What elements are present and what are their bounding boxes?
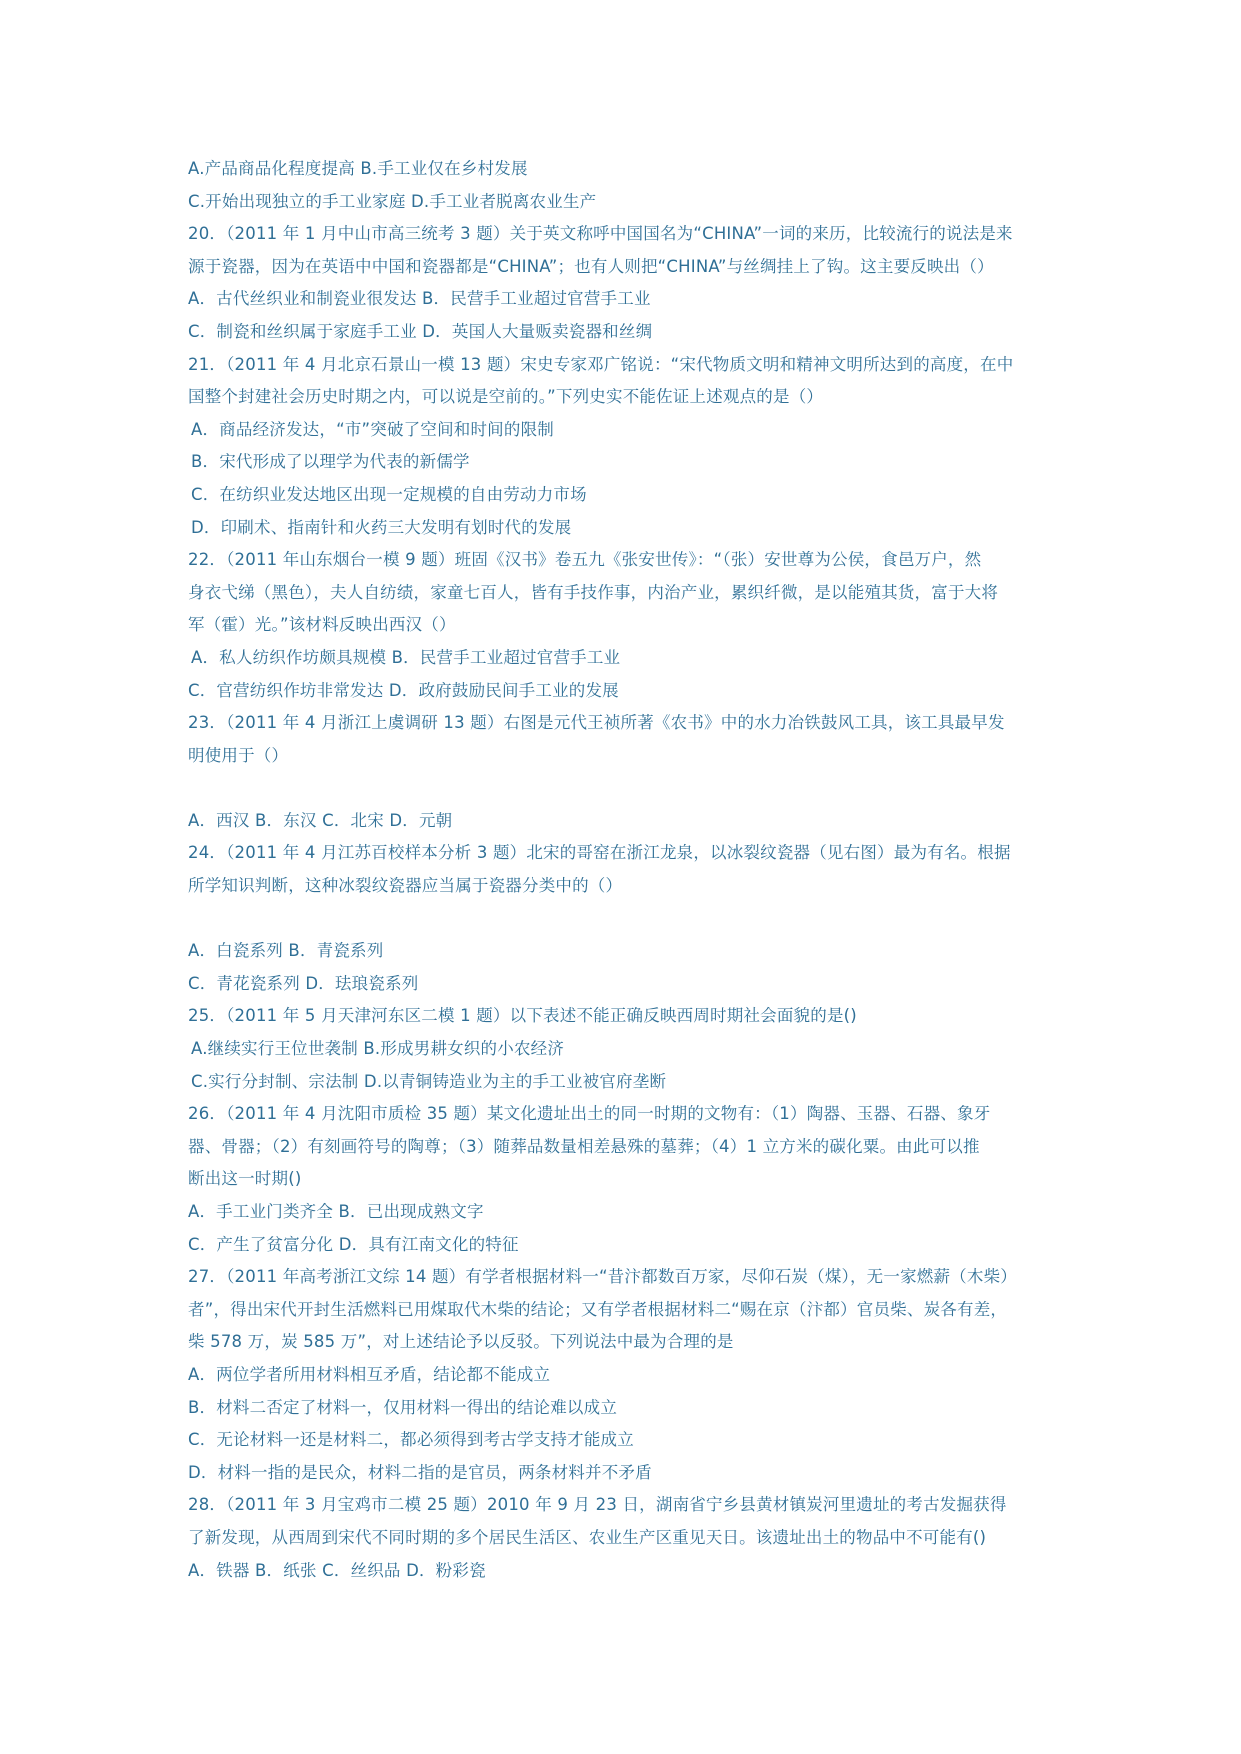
text-line: 柴 578 万，炭 585 万”，对上述结论予以反驳。下列说法中最为合理的是 [188, 1332, 734, 1352]
text-line: 24．（2011 年 4 月江苏百校样本分析 3 题）北宋的哥窑在浙江龙泉，以冰裂纹瓷器（见右图）最为有名。根据 [188, 843, 1011, 863]
text-line: C．在纺织业发达地区出现一定规模的自由劳动力市场 [191, 484, 587, 504]
text-line: 20．（2011 年 1 月中山市高三统考 3 题）关于英文称呼中国国名为“CHINA”一词的来历，比较流行的说法是来 [188, 224, 1013, 244]
text-line: 27．（2011 年高考浙江文综 14 题）有学者根据材料一“昔汴都数百万家，尽仰石炭（煤），无一家燃薪（木柴） [188, 1267, 1017, 1287]
text-line: C．青花瓷系列 D．珐琅瓷系列 [188, 973, 419, 993]
text-line: C．官营纺织作坊非常发达 D．政府鼓励民间手工业的发展 [188, 680, 619, 700]
text-line: D．印刷术、指南针和火药三大发明有划时代的发展 [191, 517, 572, 537]
text-line: 21．（2011 年 4 月北京石景山一模 13 题）宋史专家邓广铭说：“宋代物质文明和精神文明所达到的高度，在中 [188, 354, 1014, 374]
text-line: 身衣弋绨（黑色），夫人自纺绩，家童七百人，皆有手技作事，内治产业，累织纤微，是以能殖其货，富于大将 [188, 582, 999, 602]
text-line: 军（霍）光。”该材料反映出西汉（） [188, 615, 456, 635]
text-line: 28．（2011 年 3 月宝鸡市二模 25 题）2010 年 9 月 23 日，湖南省宁乡县黄材镇炭河里遗址的考古发掘获得 [188, 1495, 1007, 1515]
text-line: A．手工业门类齐全 B．已出现成熟文字 [188, 1202, 484, 1221]
text-line: A．西汉 B．东汉 C．北宋 D．元朝 [188, 810, 453, 830]
text-line: A．私人纺织作坊颇具规模 B．民营手工业超过官营手工业 [191, 647, 621, 667]
text-line: D．材料一指的是民众，材料二指的是官员，两条材料并不矛盾 [188, 1462, 652, 1482]
text-line: 断出这一时期() [188, 1169, 302, 1189]
text-line: A．古代丝织业和制瓷业很发达 B．民营手工业超过官营手工业 [188, 289, 651, 309]
text-line: 者”，得出宋代开封生活燃料已用煤取代木柴的结论；又有学者根据材料二“赐在京（汴都）官员柴、炭各有差， [188, 1299, 1008, 1319]
text-line: A．商品经济发达，“市”突破了空间和时间的限制 [191, 419, 554, 439]
text-line: A．白瓷系列 B．青瓷系列 [188, 941, 384, 961]
text-line: 26．（2011 年 4 月沈阳市质检 35 题）某文化遗址出土的同一时期的文物有：（1）陶器、玉器、石器、象牙 [188, 1104, 991, 1124]
text-line: 了新发现，从西周到宋代不同时期的多个居民生活区、农业生产区重见天日。该遗址出土的物品中不可能有() [188, 1527, 987, 1547]
text-line: C．无论材料一还是材料二，都必须得到考古学支持才能成立 [188, 1430, 634, 1450]
text-line: A.产品商品化程度提高 B.手工业仅在乡村发展 [188, 159, 528, 178]
text-line: A.继续实行王位世袭制 B.形成男耕女织的小农经济 [191, 1039, 565, 1059]
text-line: 国整个封建社会历史时期之内，可以说是空前的。”下列史实不能佐证上述观点的是（） [188, 387, 824, 407]
text-line: C．产生了贫富分化 D．具有江南文化的特征 [188, 1234, 519, 1254]
text-line: C.开始出现独立的手工业家庭 D.手工业者脱离农业生产 [188, 191, 597, 211]
text-line: 所学知识判断，这种冰裂纹瓷器应当属于瓷器分类中的（） [188, 876, 623, 896]
text-line: B．宋代形成了以理学为代表的新儒学 [191, 452, 470, 472]
text-line: 源于瓷器，因为在英语中中国和瓷器都是“CHINA”；也有人则把“CHINA”与丝绸挂上了钩。这主要反映出（） [188, 256, 994, 276]
text-line: 明使用于（） [188, 745, 289, 765]
text-line: C.实行分封制、宗法制 D.以青铜铸造业为主的手工业被官府垄断 [191, 1071, 667, 1091]
blank-line [188, 903, 1058, 936]
text-line: 25．（2011 年 5 月天津河东区二模 1 题）以下表述不能正确反映西周时期社会面貌的是() [188, 1006, 857, 1026]
text-line: C．制瓷和丝织属于家庭手工业 D．英国人大量贩卖瓷器和丝绸 [188, 321, 653, 341]
text-line: A．铁器 B．纸张 C．丝织品 D．粉彩瓷 [188, 1560, 486, 1580]
document-body [188, 153, 1058, 1587]
text-line: B．材料二否定了材料一，仅用材料一得出的结论难以成立 [188, 1397, 618, 1417]
text-line: A．两位学者所用材料相互矛盾，结论都不能成立 [188, 1364, 551, 1384]
text-line: 22．（2011 年山东烟台一模 9 题）班固《汉书》卷五九《张安世传》：“（张）安世尊为公侯，食邑万户，然 [188, 550, 982, 570]
blank-line [188, 772, 1058, 805]
text-line: 23．（2011 年 4 月浙江上虞调研 13 题）右图是元代王祯所著《农书》中的水力冶铁鼓风工具，该工具最早发 [188, 713, 1005, 733]
text-line: 器、骨器；（2）有刻画符号的陶尊；（3）随葬品数量相差悬殊的墓葬；（4）1 立方米的碳化粟。由此可以推 [188, 1136, 980, 1156]
